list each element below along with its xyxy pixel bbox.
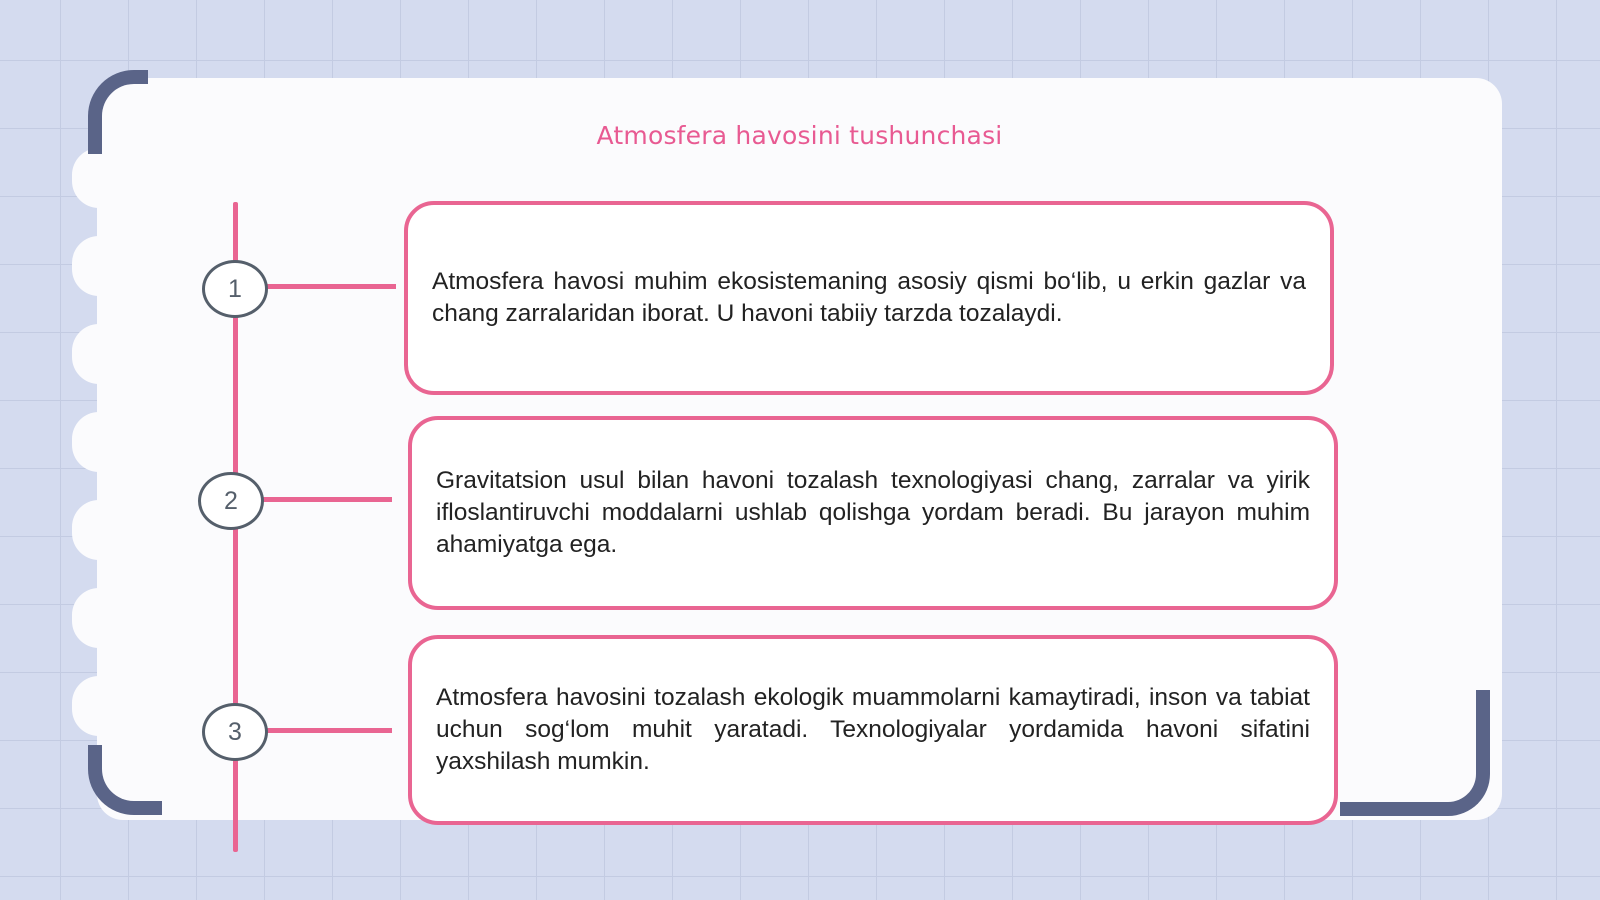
scallop — [72, 676, 126, 736]
timeline-number-1: 1 — [202, 260, 268, 318]
timeline-card-3-text: Atmosfera havosini tozalash ekologik muammolarni kamaytiradi, inson va tabiat uchun sog‘lom muhit yaratadi. Texnologiyalar yordamida havoni sifatini yaxshilash mumkin. — [436, 684, 1310, 775]
timeline-card-1 — [404, 201, 1334, 395]
corner-bracket-bottom-right — [1340, 690, 1490, 816]
scallop — [72, 148, 126, 208]
timeline-card-2-text: Gravitatsion usul bilan havoni tozalash texnologiyasi chang, zarralar va yirik ifloslantiruvchi moddalarni ushlab qolishga yordam beradi. Bu jarayon muhim ahamiyatga ega. — [436, 467, 1310, 558]
timeline-number-3: 3 — [202, 703, 268, 761]
timeline-card-1-text: Atmosfera havosi muhim ekosistemaning asosiy qismi bo‘lib, u erkin gazlar va chang zarralaridan iborat. U havoni tabiiy tarzda tozalaydi. — [432, 268, 1306, 327]
scallop — [72, 412, 126, 472]
scallop — [72, 588, 126, 648]
timeline-number-2: 2 — [198, 472, 264, 530]
scallop — [72, 324, 126, 384]
slide-title: Atmosfera havosini tushunchasi — [596, 121, 1003, 150]
timeline-connector — [262, 497, 392, 502]
timeline-connector — [266, 284, 396, 289]
timeline-card-3 — [408, 635, 1338, 825]
timeline-connector — [266, 728, 392, 733]
scallop — [72, 236, 126, 296]
scallop — [72, 500, 126, 560]
timeline-card-2 — [408, 416, 1338, 610]
